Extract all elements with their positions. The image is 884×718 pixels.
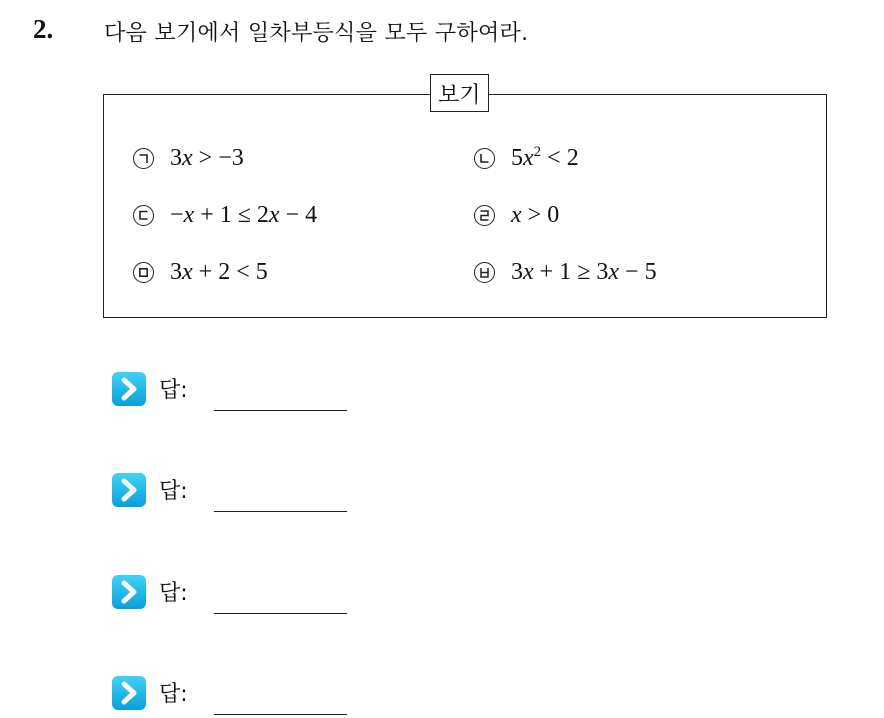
example-item-2 [474, 145, 579, 172]
chevron-right-icon [111, 472, 147, 508]
example-item-3 [133, 202, 317, 229]
circled-marker-giyeok [133, 148, 154, 169]
answer-blank[interactable] [214, 410, 347, 411]
inequality-expression: $5x^2 < 2$ [511, 144, 579, 171]
inequality-expression: 3x > −3 [170, 145, 244, 171]
answer-label: 답: [159, 682, 188, 707]
inequality-expression: x > 0 [511, 202, 560, 228]
inequality-expression: 3x + 1 ≥ 3x − 5 [511, 259, 657, 285]
example-item-4 [474, 202, 559, 229]
chevron-right-icon [111, 574, 147, 610]
example-item-1 [133, 145, 244, 172]
question-text: 다음 보기에서 일차부등식을 모두 구하여라. [104, 21, 529, 46]
answer-label: 답: [159, 378, 188, 403]
answer-blank[interactable] [214, 511, 347, 512]
question-number: 2. [33, 14, 54, 44]
circled-marker-nieun [474, 148, 495, 169]
example-item-5 [133, 259, 268, 286]
chevron-right-icon [111, 675, 147, 711]
example-box-title: 보기 [430, 74, 489, 112]
example-item-6 [474, 259, 657, 286]
circled-marker-rieul [474, 205, 495, 226]
inequality-expression: 3x + 2 < 5 [170, 259, 268, 285]
answer-blank[interactable] [214, 613, 347, 614]
chevron-right-icon [111, 371, 147, 407]
circled-marker-mieum [133, 262, 154, 283]
answer-label: 답: [159, 479, 188, 504]
answer-label: 답: [159, 581, 188, 606]
circled-marker-digeut [133, 205, 154, 226]
answer-blank[interactable] [214, 714, 347, 715]
circled-marker-bieup [474, 262, 495, 283]
inequality-expression: −x + 1 ≤ 2x − 4 [170, 202, 318, 228]
